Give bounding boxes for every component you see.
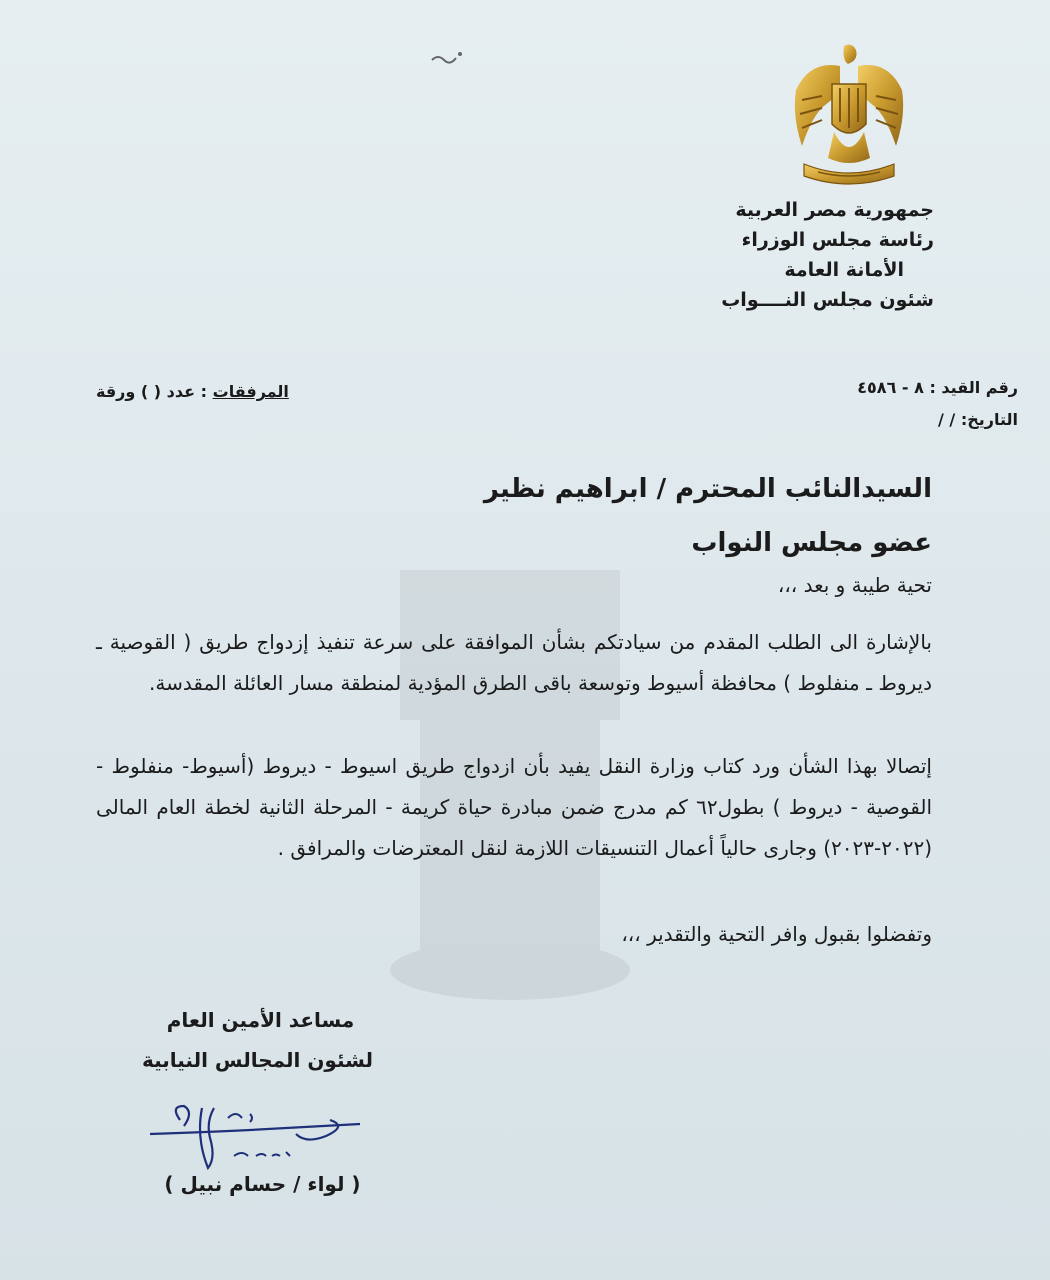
signatory-block [141,1000,373,1080]
attachments-block [96,382,289,401]
date-field: التاريخ: / / [937,410,1018,429]
eagle-emblem-icon [790,40,908,190]
paragraph-response: إتصالا بهذا الشأن ورد كتاب وزارة النقل يفيد بأن ازدواج طريق اسيوط - ديروط (أسيوط- منفلوط - القوصية - ديروط ) بطول٦٢ كم مدرج ضمن مبادرة حياة كريمة - المرحلة الثانية لخطة العام المالى (٢٠٢٢-٢٠٢٣) وجارى حالياً أعمال التنسيقات اللازمة لنقل المعترضات والمرافق . [96,754,932,860]
signatory-name: ( لواء / حسام نبيل ) [164,1172,361,1196]
attachments-value: : عدد ( ) ورقة [96,382,208,401]
signature-icon [140,1100,370,1180]
letterhead-country: جمهورية مصر العربية [735,199,934,221]
signatory-department: لشئون المجالس النيابية [141,1048,373,1072]
attachments-label: المرفقات [212,382,289,401]
greeting: تحية طيبة و بعد ،،، [777,573,932,597]
recipient-name: السيدالنائب المحترم / ابراهيم نظير [483,474,932,504]
recipient-position: عضو مجلس النواب [691,528,932,558]
recipient-block [232,462,932,570]
letterhead-secretariat: الأمانة العامة [784,259,904,281]
reference-block [857,372,1018,436]
ink-mark-icon [430,48,466,68]
reference-number: رقم القيد : ٨ - ٤٥٨٦ [857,378,1018,397]
letterhead-cabinet: رئاسة مجلس الوزراء [741,229,934,251]
letterhead [614,195,934,315]
letterhead-department: شئون مجلس النــــواب [721,289,934,311]
signatory-title: مساعد الأمين العام [166,1008,355,1032]
paragraph-reference: بالإشارة الى الطلب المقدم من سيادتكم بشأن الموافقة على سرعة تنفيذ إزدواج طريق ( القوصية ـ ديروط ـ منفلوط ) محافظة أسيوط وتوسعة باقى الطرق المؤدية لمنطقة مسار العائلة المقدسة. [96,630,932,695]
closing-line: وتفضلوا بقبول وافر التحية والتقدير ،،، [621,922,932,946]
